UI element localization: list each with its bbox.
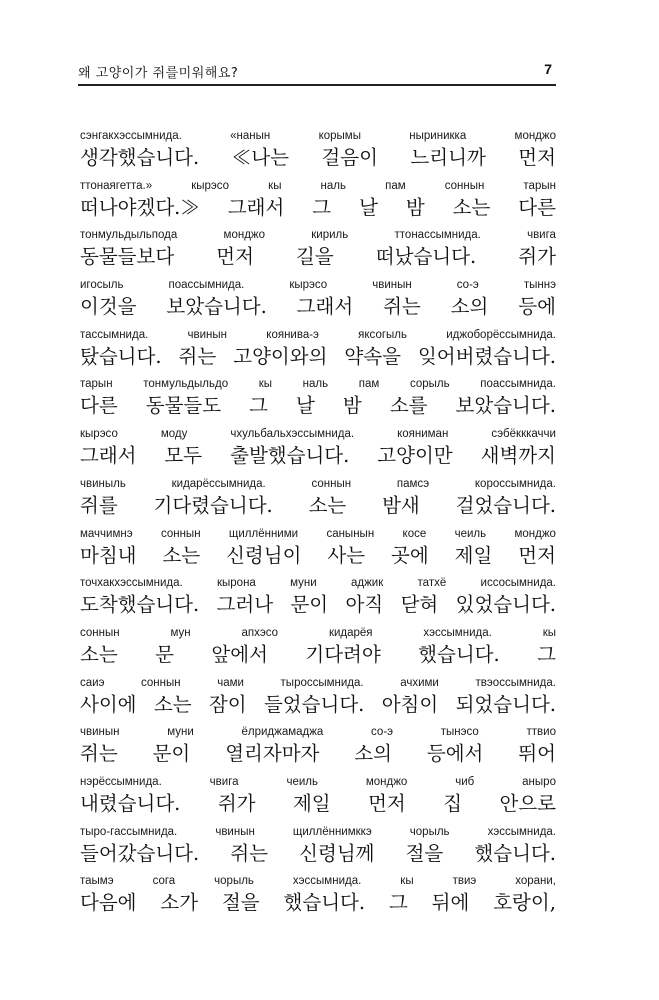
korean-word: 했습니다.: [474, 841, 556, 865]
korean-word: 모두: [164, 444, 203, 468]
romanized-word: тассымнида.: [80, 328, 149, 341]
korean-word: 길을: [296, 245, 334, 269]
korean-word: 되었습니다.: [455, 692, 556, 716]
romanized-word: чвинын: [80, 726, 120, 739]
korean-word: 신령님께: [299, 841, 375, 865]
romanization-line: [80, 822, 556, 838]
korean-word: 절을: [405, 841, 444, 865]
korean-line: [80, 490, 556, 518]
romanized-word: чеиль: [286, 775, 318, 788]
romanized-word: таымэ: [80, 875, 114, 888]
korean-word: 사이에: [80, 692, 137, 716]
korean-word: 밤: [342, 394, 362, 418]
romanization-line: [80, 573, 556, 589]
romanized-word: маччимнэ: [80, 527, 133, 540]
korean-line: [80, 540, 556, 568]
romanized-word: чвига: [527, 229, 556, 242]
korean-word: 소는: [308, 493, 347, 517]
romanization-line: [80, 126, 556, 142]
korean-word: 먼저: [216, 245, 254, 269]
romanized-word: чвинын: [187, 328, 228, 341]
romanization-line: [80, 176, 556, 192]
romanized-word: монджо: [514, 130, 556, 142]
romanized-word: щиллённими: [228, 527, 299, 540]
korean-word: 그: [249, 394, 268, 418]
page-number: 7: [544, 61, 552, 77]
romanized-word: наль: [302, 378, 329, 391]
romanized-word: кырэсо: [191, 179, 230, 192]
romanized-word: кы: [268, 179, 282, 192]
korean-word: 안으로: [499, 791, 556, 815]
romanized-word: иджоборёссымнида.: [446, 328, 556, 341]
romanization-line: [80, 871, 556, 887]
korean-word: 쥐는: [383, 295, 421, 319]
text-line: [80, 524, 556, 574]
korean-word: 소의: [354, 742, 392, 766]
romanized-word: косе: [402, 527, 427, 540]
korean-word: 있었습니다.: [455, 593, 556, 617]
romanized-word: ттонаягетта.»: [80, 179, 153, 192]
romanized-word: муни: [290, 577, 317, 590]
romanized-word: точхакхэссымнида.: [80, 577, 183, 590]
korean-word: 했습니다.: [283, 891, 366, 915]
romanized-word: чвинын: [215, 825, 255, 838]
running-header: [78, 56, 556, 86]
korean-word: 등에: [518, 295, 556, 319]
korean-word: 뛰어: [518, 742, 556, 766]
romanized-word: монджо: [223, 229, 265, 242]
romanized-word: муни: [167, 726, 194, 739]
korean-word: 그: [312, 195, 332, 219]
text-line: [80, 573, 556, 623]
chapter-title: 왜 고양이가 쥐를미워해요?: [78, 66, 239, 81]
korean-word: 그래서: [227, 195, 285, 219]
romanized-word: наль: [320, 179, 346, 192]
romanized-word: моду: [160, 428, 188, 441]
romanized-word: татхё: [417, 577, 447, 590]
korean-line: [80, 738, 556, 766]
romanized-word: соннын: [311, 477, 352, 490]
korean-word: 날: [296, 394, 315, 418]
romanized-word: кояниман: [397, 428, 449, 441]
romanized-word: тонмульдыльпода: [80, 229, 178, 242]
romanized-word: кы: [400, 875, 414, 888]
romanized-word: тонмульдыльдо: [143, 378, 229, 391]
korean-word: 아직: [345, 593, 384, 617]
romanized-word: чвинын: [372, 279, 412, 292]
korean-word: 고양이만: [377, 444, 453, 468]
romanized-word: монджо: [514, 527, 556, 540]
romanized-word: щиллённимккэ: [292, 825, 372, 838]
text-line: [80, 623, 556, 673]
romanized-word: хэссымнида.: [487, 825, 556, 838]
korean-word: 집: [443, 791, 463, 815]
korean-word: 신령님이: [226, 543, 302, 567]
romanized-word: кырона: [216, 577, 256, 590]
text-line: [80, 275, 556, 325]
romanization-line: [80, 474, 556, 490]
korean-word: 쥐는: [178, 344, 217, 368]
romanized-word: ттвио: [526, 726, 556, 739]
romanized-word: игосыль: [80, 279, 124, 292]
korean-line: [80, 838, 556, 866]
romanized-word: чиб: [455, 775, 475, 788]
korean-word: 잊어버렸습니다.: [417, 344, 556, 368]
romanized-word: яксогыль: [358, 328, 407, 341]
romanized-word: соннын: [141, 676, 181, 689]
romanized-word: твиэ: [452, 875, 477, 888]
romanized-word: ттонассымнида.: [394, 229, 481, 242]
romanized-word: памсэ: [396, 477, 430, 490]
korean-line: [80, 192, 556, 220]
korean-word: 마침내: [80, 543, 137, 567]
romanized-word: кы: [258, 378, 273, 391]
romanized-word: кидарёя: [328, 626, 373, 639]
romanized-word: пам: [358, 378, 380, 391]
romanized-word: чхульбальхэссымнида.: [230, 428, 355, 441]
romanized-word: монджо: [365, 775, 408, 788]
romanized-word: хорани,: [515, 875, 556, 888]
korean-word: 느리니까: [410, 146, 486, 169]
romanized-word: ныриникка: [409, 130, 467, 142]
korean-line: [80, 788, 556, 816]
romanized-word: корымы: [318, 130, 361, 142]
romanized-word: хэссымнида.: [423, 626, 492, 639]
korean-word: 소는: [162, 543, 201, 567]
romanized-word: соннын: [160, 527, 201, 540]
korean-word: 밤: [405, 195, 425, 219]
korean-word: 문이: [152, 742, 191, 766]
korean-line: [80, 291, 556, 319]
romanized-word: тынэсо: [440, 726, 479, 739]
korean-word: 닫혀: [400, 593, 439, 617]
romanized-word: иссосымнида.: [480, 577, 556, 590]
romanization-line: [80, 325, 556, 341]
romanized-word: сога: [152, 875, 176, 888]
korean-word: 떠나야겠다.≫: [80, 195, 200, 219]
romanized-word: саиэ: [80, 676, 105, 689]
korean-line: [80, 390, 556, 418]
korean-word: 등에서: [426, 742, 484, 766]
korean-word: 보았습니다.: [166, 295, 267, 319]
romanization-line: [80, 225, 556, 241]
romanized-word: соннын: [80, 626, 120, 639]
romanized-word: чвига: [209, 775, 239, 788]
korean-word: 다음에: [80, 891, 137, 915]
romanized-word: сэнгакхэссымнида.: [80, 130, 182, 142]
korean-word: 소는: [153, 692, 192, 716]
romanized-word: нэрёссымнида.: [80, 775, 162, 788]
korean-word: 동물들보다: [80, 245, 175, 269]
korean-word: 뒤에: [431, 891, 470, 915]
romanized-word: «нанын: [230, 130, 271, 142]
text-line: [80, 325, 556, 375]
korean-word: 제일: [292, 791, 331, 815]
korean-word: 쥐가: [217, 791, 256, 815]
romanized-word: ачхими: [400, 676, 439, 689]
romanization-line: [80, 374, 556, 390]
romanized-word: аджик: [350, 577, 384, 590]
romanized-word: твэоссымнида.: [475, 676, 556, 689]
korean-word: 약속을: [344, 344, 401, 368]
korean-word: 걸었습니다.: [455, 493, 556, 517]
korean-word: 먼저: [518, 543, 556, 567]
korean-word: 소가: [160, 891, 199, 915]
korean-word: 아침이: [381, 692, 439, 716]
korean-word: 고양이와의: [233, 344, 328, 368]
korean-word: 소를: [389, 394, 428, 418]
romanized-word: апхэсо: [241, 626, 279, 639]
korean-word: 동물들도: [145, 394, 222, 418]
korean-word: 소는: [452, 195, 491, 219]
romanized-word: сэбёкккаччи: [491, 428, 556, 441]
romanized-word: кырэсо: [289, 279, 328, 292]
korean-word: 들었습니다.: [263, 692, 365, 716]
romanized-word: со-э: [371, 726, 394, 739]
romanized-word: кидарёссымнида.: [171, 477, 266, 490]
korean-word: 했습니다.: [418, 642, 500, 666]
korean-word: 도착했습니다.: [80, 593, 200, 617]
korean-word: 밤새: [382, 493, 420, 517]
korean-word: 다른: [80, 394, 118, 418]
romanized-word: тыннэ: [523, 279, 556, 292]
korean-word: 제일: [454, 543, 493, 567]
korean-word: 걸음이: [321, 146, 378, 169]
korean-word: 기다렸습니다.: [153, 493, 273, 517]
korean-word: 새벽까지: [480, 444, 556, 468]
text-line: [80, 474, 556, 524]
korean-word: 그래서: [296, 295, 354, 319]
korean-word: 떠났습니다.: [375, 245, 477, 269]
romanization-line: [80, 275, 556, 291]
korean-line: [80, 142, 556, 170]
korean-word: 내렸습니다.: [80, 791, 181, 815]
romanized-word: со-э: [456, 279, 479, 292]
romanized-word: хэссымнида.: [292, 875, 362, 888]
korean-word: 앞에서: [211, 642, 268, 666]
korean-word: 곳에: [391, 543, 429, 567]
korean-word: 쥐는: [80, 742, 118, 766]
romanized-word: соннын: [444, 179, 485, 192]
romanized-word: мун: [170, 626, 191, 639]
romanized-word: тыроссымнида.: [280, 676, 364, 689]
romanized-word: кырэсо: [80, 428, 118, 441]
korean-word: 그러나: [216, 593, 274, 617]
text-line: [80, 772, 556, 822]
romanized-word: кы: [542, 626, 556, 639]
korean-word: 이것을: [80, 295, 137, 319]
korean-word: 날: [359, 195, 378, 219]
korean-word: ≪나는: [231, 146, 289, 169]
romanized-word: чами: [217, 676, 244, 689]
text-line: [80, 424, 556, 474]
romanized-word: тыро-гассымнида.: [80, 825, 178, 838]
korean-word: 사는: [327, 543, 366, 567]
romanized-word: коянива-э: [266, 328, 319, 341]
romanization-line: [80, 623, 556, 639]
korean-word: 문이: [290, 593, 329, 617]
text-line: [80, 374, 556, 424]
korean-word: 잠이: [208, 692, 247, 716]
korean-word: 보았습니다.: [455, 394, 556, 418]
romanization-line: [80, 524, 556, 540]
korean-word: 쥐는: [230, 841, 269, 865]
korean-line: [80, 341, 556, 369]
korean-word: 출발했습니다.: [230, 444, 350, 468]
korean-word: 먼저: [368, 791, 406, 815]
korean-line: [80, 887, 556, 915]
romanized-word: аныро: [522, 775, 556, 788]
korean-word: 쥐가: [518, 245, 556, 269]
text-line: [80, 722, 556, 772]
text-line: [80, 871, 556, 921]
korean-word: 문: [155, 642, 174, 666]
romanized-word: ёлриджамаджа: [241, 726, 324, 739]
text-body: [80, 126, 556, 921]
text-line: [80, 225, 556, 275]
romanization-line: [80, 772, 556, 788]
romanized-word: сорыль: [409, 378, 450, 391]
text-line: [80, 176, 556, 226]
romanization-line: [80, 673, 556, 689]
romanized-word: поассымнида.: [480, 378, 556, 391]
korean-word: 호랑이,: [493, 891, 556, 915]
korean-line: [80, 241, 556, 269]
romanized-word: кириль: [311, 229, 349, 242]
romanized-word: тарын: [523, 179, 556, 192]
romanized-word: поассымнида.: [168, 279, 245, 292]
korean-line: [80, 639, 556, 667]
romanized-word: чорыль: [214, 875, 254, 888]
romanized-word: пам: [385, 179, 406, 192]
korean-word: 그: [388, 891, 408, 915]
korean-word: 절을: [221, 891, 260, 915]
romanized-word: чеиль: [454, 527, 487, 540]
text-line: [80, 126, 556, 176]
romanized-word: чорыль: [409, 825, 450, 838]
korean-word: 쥐를: [80, 493, 118, 517]
romanization-line: [80, 722, 556, 738]
text-line: [80, 673, 556, 723]
korean-word: 생각했습니다.: [80, 146, 200, 169]
romanized-word: короссымнида.: [474, 477, 556, 490]
korean-word: 소는: [80, 642, 118, 666]
korean-word: 탔습니다.: [80, 344, 162, 368]
romanized-word: санынын: [326, 527, 375, 540]
korean-word: 그래서: [80, 444, 137, 468]
korean-word: 그: [537, 642, 556, 666]
romanization-line: [80, 424, 556, 440]
romanized-word: тарын: [80, 378, 113, 391]
romanized-word: чвиныль: [80, 477, 126, 490]
korean-word: 열리자마자: [225, 742, 320, 766]
korean-line: [80, 689, 556, 717]
korean-line: [80, 440, 556, 468]
korean-word: 들어갔습니다.: [80, 841, 200, 865]
korean-word: 소의: [450, 295, 489, 319]
text-line: [80, 822, 556, 872]
korean-word: 먼저: [518, 146, 556, 169]
korean-word: 기다려야: [305, 642, 381, 666]
korean-line: [80, 589, 556, 617]
korean-word: 다른: [518, 195, 556, 219]
